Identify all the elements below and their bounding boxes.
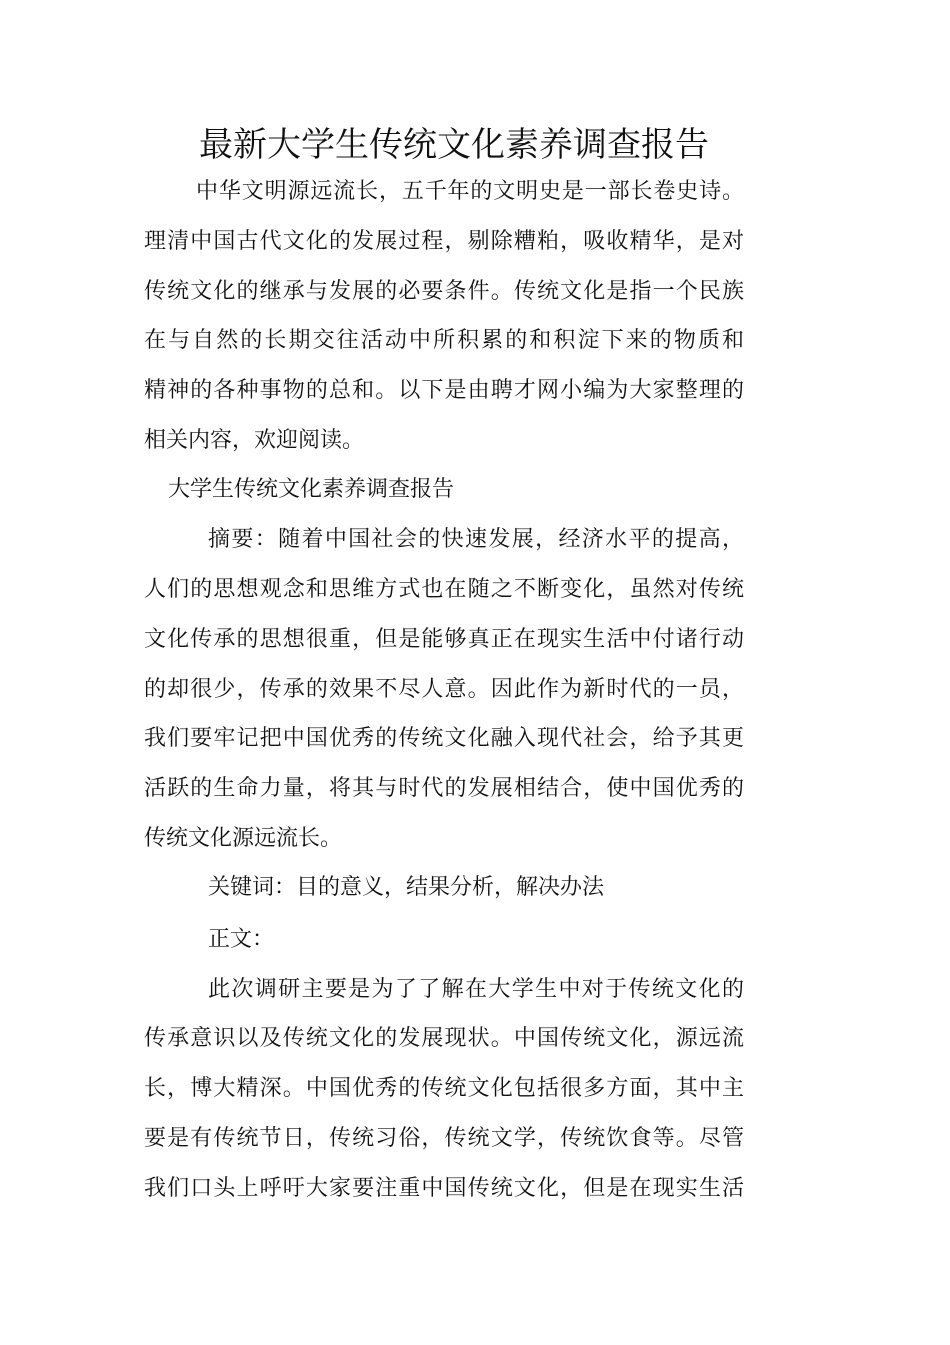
intro-line: 在与自然的长期交往活动中所积累的和积淀下来的物质和: [144, 328, 744, 353]
intro-line: 精神的各种事物的总和。以下是由聘才网小编为大家整理的: [144, 378, 744, 403]
abstract-line: 的却很少，传承的效果不尽人意。因此作为新时代的一员，: [144, 677, 744, 702]
body-heading: 正文：: [208, 927, 275, 952]
intro-line: 相关内容，欢迎阅读。: [144, 428, 365, 453]
body-line: 我们口头上呼吁大家要注重中国传统文化，但是在现实生活: [144, 1176, 744, 1201]
abstract-line: 人们的思想观念和思维方式也在随之不断变化，虽然对传统: [144, 577, 744, 602]
body-line: 此次调研主要是为了了解在大学生中对于传统文化的: [208, 977, 744, 1002]
abstract-line: 我们要牢记把中国优秀的传统文化融入现代社会，给予其更: [144, 726, 744, 751]
body-line: 要是有传统节日，传统习俗，传统文学，传统饮食等。尽管: [144, 1126, 744, 1151]
intro-line: 传统文化的继承与发展的必要条件。传统文化是指一个民族: [144, 279, 744, 304]
document-title: 最新大学生传统文化素养调查报告: [199, 125, 709, 165]
intro-line: 理清中国古代文化的发展过程，剔除糟粕，吸收精华，是对: [144, 229, 744, 254]
intro-line: 中华文明源远流长，五千年的文明史是一部长卷史诗。: [196, 179, 744, 204]
abstract-line: 活跃的生命力量，将其与时代的发展相结合，使中国优秀的: [144, 776, 744, 801]
body-line: 传承意识以及传统文化的发展现状。中国传统文化，源远流: [144, 1026, 744, 1051]
abstract-line: 摘要：随着中国社会的快速发展，经济水平的提高，: [208, 527, 744, 552]
keywords-line: 关键词：目的意义，结果分析，解决办法: [208, 875, 605, 900]
body-line: 长，博大精深。中国优秀的传统文化包括很多方面，其中主: [144, 1076, 744, 1101]
report-subtitle: 大学生传统文化素养调查报告: [168, 477, 455, 502]
abstract-line: 传统文化源远流长。: [144, 826, 343, 851]
abstract-line: 文化传承的思想很重，但是能够真正在现实生活中付诸行动: [144, 627, 744, 652]
